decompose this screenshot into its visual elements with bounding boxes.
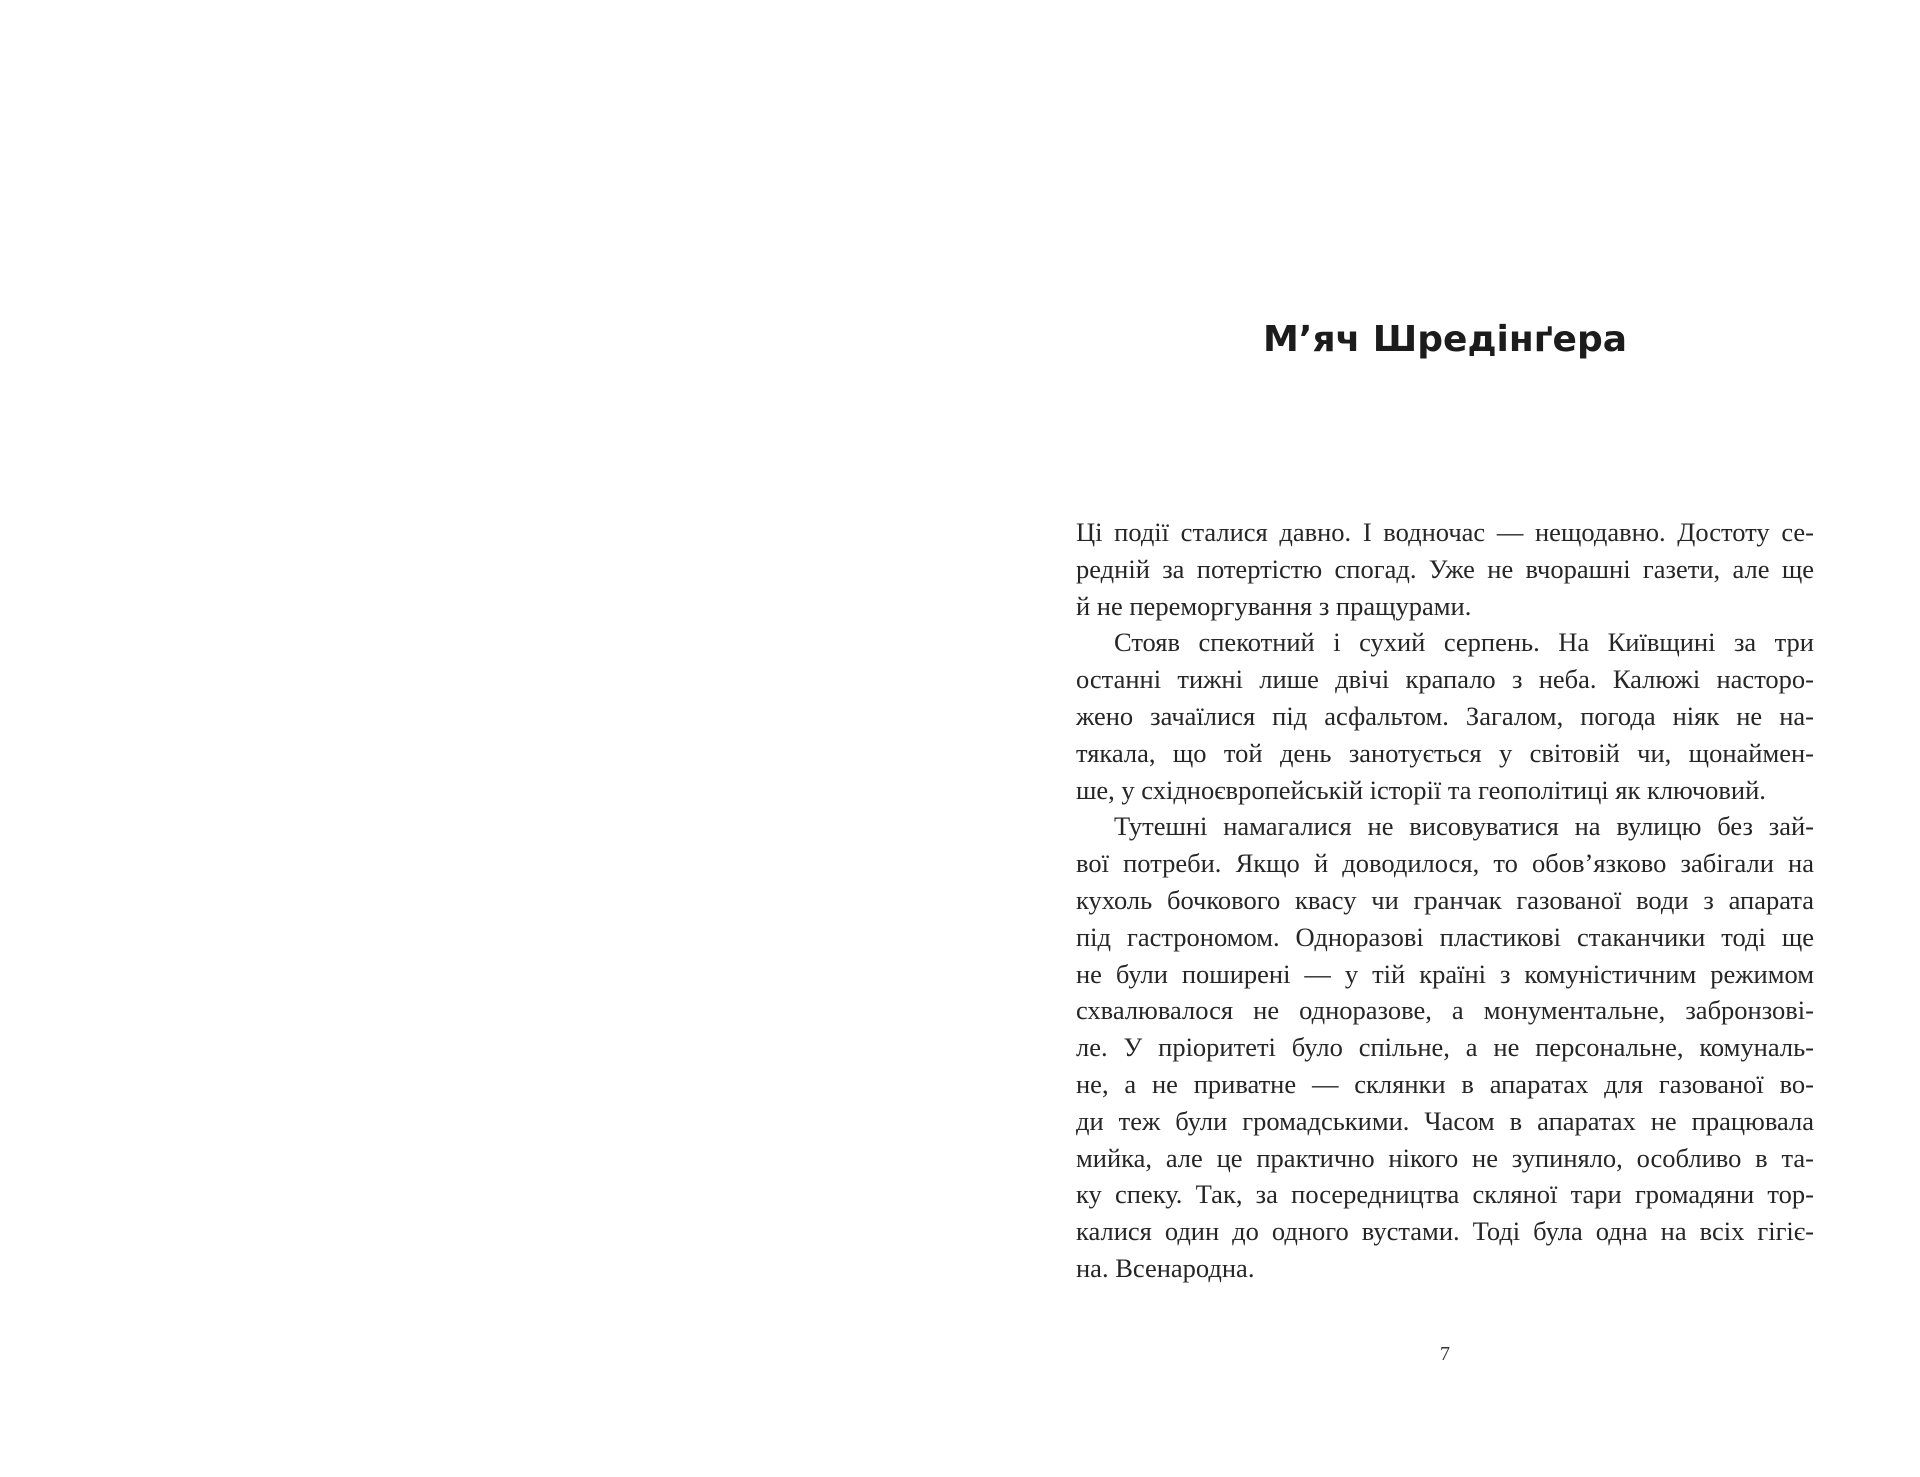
- page-number: 7: [1440, 1343, 1450, 1365]
- text-line: не, а не приватне — склянки в апаратах для газованої во-: [1076, 1068, 1814, 1099]
- text-line: ку спеку. Так, за посередництва скляної тари громадяни тор-: [1076, 1179, 1814, 1210]
- text-line: під гастрономом. Одноразові пластикові стаканчики тоді ще: [1076, 921, 1814, 952]
- text-line: ди теж були громадськими. Часом в апаратах не працювала: [1076, 1105, 1814, 1136]
- text-line: Стояв спекотний і сухий серпень. На Київщині за три: [1114, 627, 1814, 658]
- text-line: Ці події сталися давно. І водночас — нещодавно. Достоту се-: [1076, 517, 1814, 547]
- paragraph-3: [1076, 808, 1814, 1286]
- chapter-body: [1076, 514, 1814, 1287]
- text-line: ле. У пріоритеті було спільне, а не персональне, комуналь-: [1076, 1032, 1814, 1063]
- text-line: вої потреби. Якщо й доводилося, то обов’язково забігали на: [1076, 848, 1814, 879]
- text-line: калися один до одного вустами. Тоді була одна на всіх гігіє-: [1076, 1216, 1814, 1247]
- text-line: тякала, що той день занотується у світовій чи, щонаймен-: [1076, 737, 1814, 768]
- text-line: редній за потертістю спогад. Уже не вчорашні газети, але ще: [1076, 553, 1814, 584]
- text-line: схвалювалося не одноразове, а монументальне, забронзові-: [1076, 995, 1814, 1026]
- text-line: кухоль бочкового квасу чи гранчак газованої води з апарата: [1076, 884, 1814, 915]
- text-line: останні тижні лише двічі крапало з неба. Калюжі насторо-: [1076, 664, 1814, 695]
- paragraph-1: [1076, 514, 1814, 624]
- text-line: на. Всенародна.: [1076, 1252, 1255, 1283]
- paragraph-2: [1076, 624, 1814, 808]
- chapter-title: М’яч Шредінґера: [1262, 319, 1628, 360]
- text-line: Тутешні намагалися не висовуватися на вулицю без зай-: [1114, 811, 1814, 842]
- text-line: жено зачаїлися під асфальтом. Загалом, погода ніяк не на-: [1076, 700, 1814, 731]
- text-line: мийка, але це практично нікого не зупиняло, особливо в та-: [1076, 1142, 1814, 1173]
- text-line: не були поширені — у тій країні з комуністичним режимом: [1076, 958, 1814, 989]
- text-line: й не переморгування з пращурами.: [1076, 590, 1472, 621]
- text-line: ше, у східноєвропейській історії та геополітиці як ключовий.: [1076, 774, 1766, 805]
